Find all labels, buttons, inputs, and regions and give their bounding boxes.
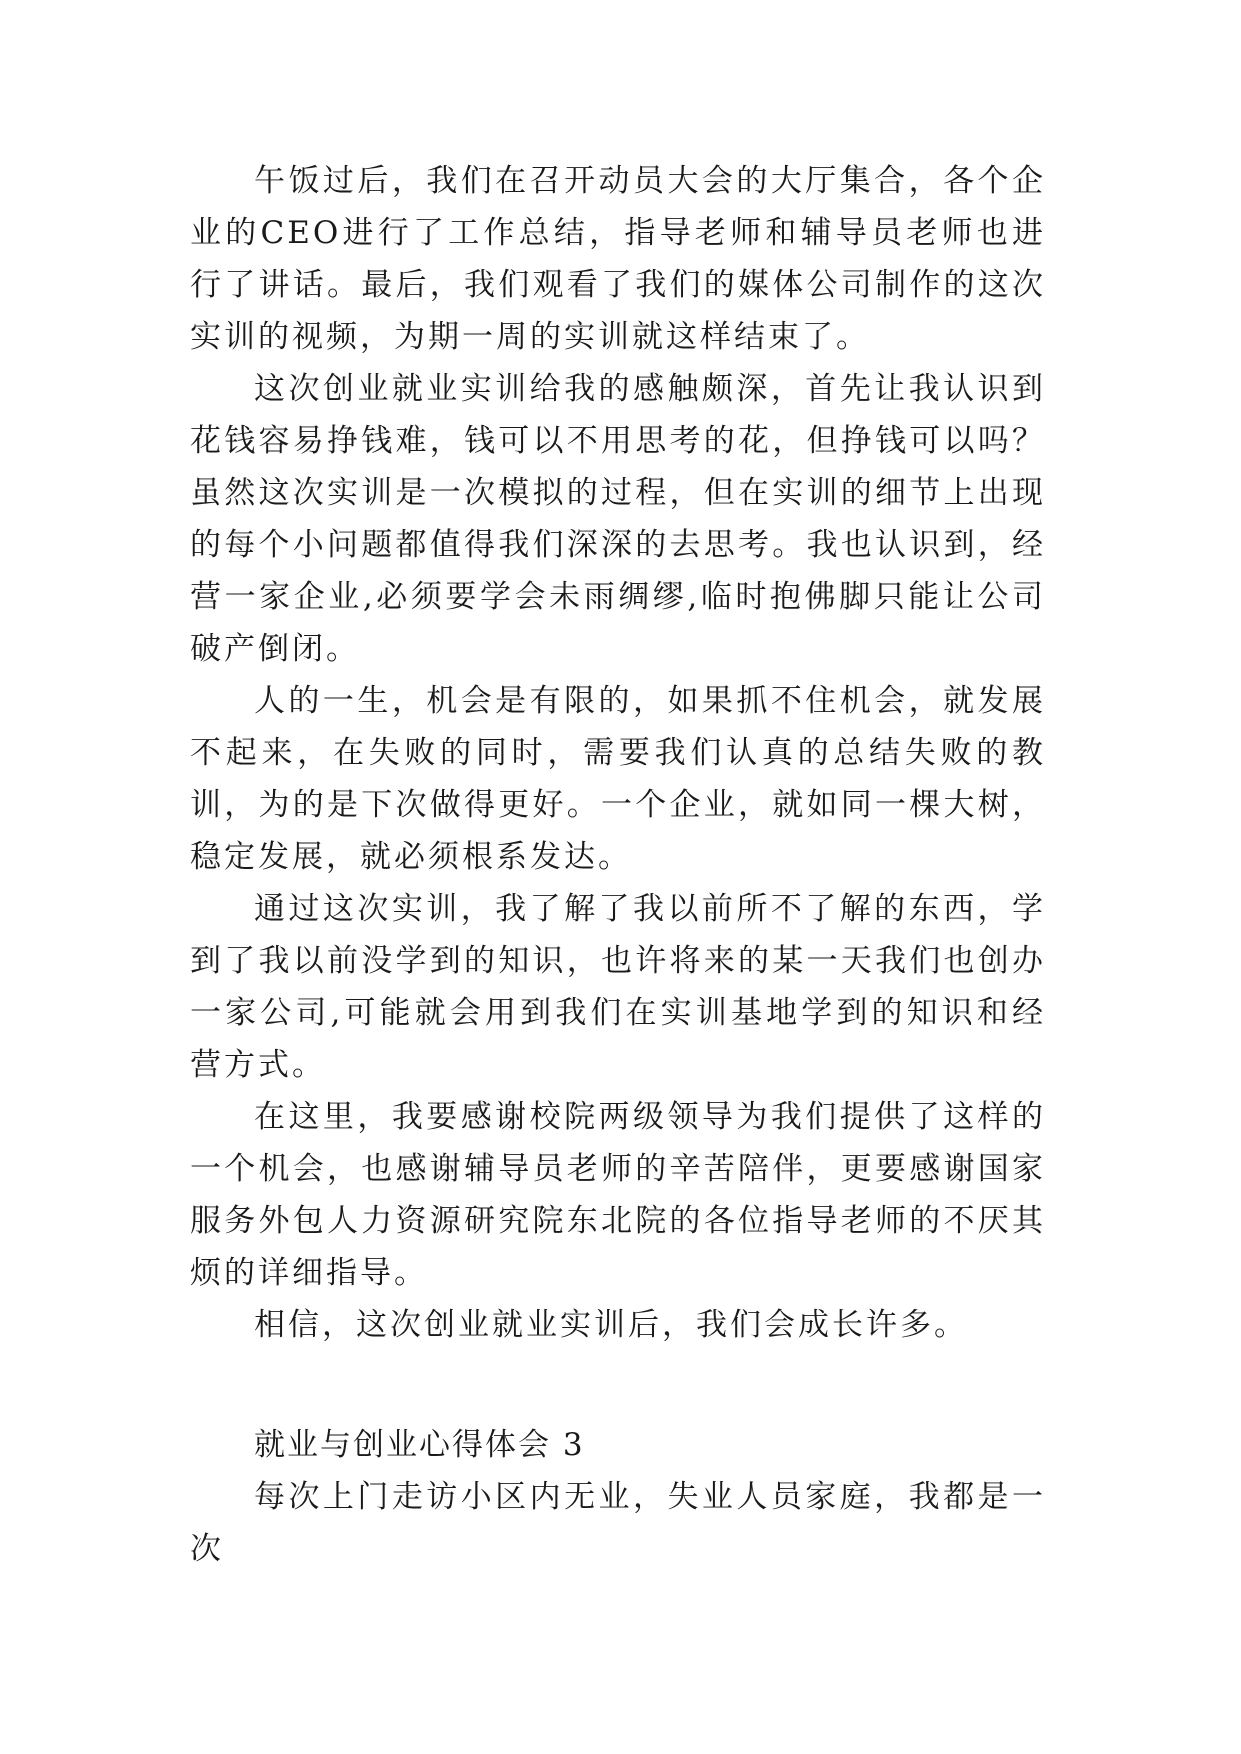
paragraph-conclusion: 相信，这次创业就业实训后，我们会成长许多。 bbox=[254, 1307, 968, 1343]
section-title: 就业与创业心得体会 3 bbox=[254, 1427, 585, 1463]
paragraph-training-impressions: 这次创业就业实训给我的感触颇深，首先让我认识到花钱容易挣钱难，钱可以不用思考的花，但挣钱可以吗？虽然这次实训是一次模拟的过程，但在实训的细节上出现的每个小问题都值得我们深深的去思考。我也认识到，经营一家企业,必须要学会未雨绸缪,临时抱佛脚只能让公司破产倒闭。 bbox=[190, 371, 1046, 667]
paragraph-thanks: 在这里，我要感谢校院两级领导为我们提供了这样的一个机会，也感谢辅导员老师的辛苦陪伴，更要感谢国家服务外包人力资源研究院东北院的各位指导老师的不厌其烦的详细指导。 bbox=[190, 1099, 1046, 1291]
document-body bbox=[190, 155, 1046, 1575]
paragraph-opportunity: 人的一生，机会是有限的，如果抓不住机会，就发展不起来，在失败的同时，需要我们认真的总结失败的教训，为的是下次做得更好。一个企业，就如同一棵大树，稳定发展，就必须根系发达。 bbox=[190, 683, 1046, 875]
paragraph-next-section-start: 每次上门走访小区内无业，失业人员家庭，我都是一次 bbox=[190, 1479, 1046, 1567]
section-spacer bbox=[190, 1351, 1046, 1419]
paragraph-knowledge-gained: 通过这次实训，我了解了我以前所不了解的东西，学到了我以前没学到的知识，也许将来的某一天我们也创办一家公司,可能就会用到我们在实训基地学到的知识和经营方式。 bbox=[190, 891, 1046, 1083]
paragraph-lunch-summary: 午饭过后，我们在召开动员大会的大厅集合，各个企业的CEO进行了工作总结，指导老师和辅导员老师也进行了讲话。最后，我们观看了我们的媒体公司制作的这次实训的视频，为期一周的实训就这样结束了。 bbox=[190, 163, 1046, 355]
